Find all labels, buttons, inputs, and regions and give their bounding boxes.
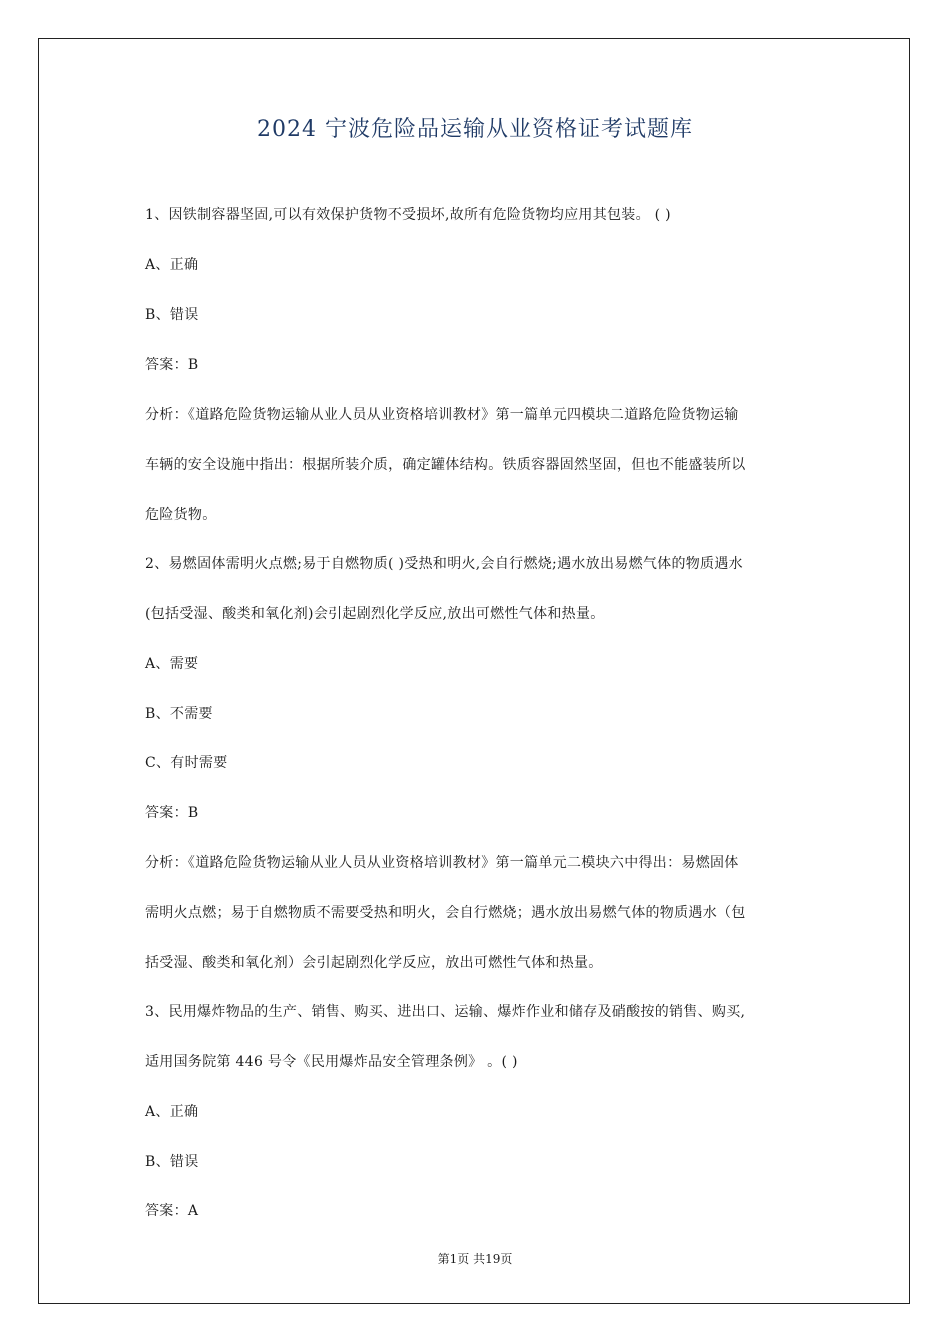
q1-analysis-line: 危险货物。 bbox=[145, 507, 217, 523]
q2-option-b: B、不需要 bbox=[145, 706, 213, 722]
question-2-text: 2、易燃固体需明火点燃;易于自燃物质( )受热和明火,会自行燃烧;遇水放出易燃气体的物质遇水 bbox=[145, 556, 743, 572]
q1-analysis-line: 分析：《道路危险货物运输从业人员从业资格培训教材》第一篇单元四模块二道路危险货物运输 bbox=[145, 407, 739, 423]
q3-answer: 答案：A bbox=[145, 1203, 199, 1219]
question-3-text: 适用国务院第 446 号令《民用爆炸品安全管理条例》 。( ) bbox=[145, 1054, 518, 1070]
q1-analysis-line: 车辆的安全设施中指出：根据所装介质，确定罐体结构。铁质容器固然坚固，但也不能盛装所以 bbox=[145, 457, 746, 473]
page-title: 2024 宁波危险品运输从业资格证考试题库 bbox=[257, 117, 693, 142]
question-2-text: (包括受湿、酸类和氧化剂)会引起剧烈化学反应,放出可燃性气体和热量。 bbox=[145, 606, 605, 622]
q2-answer: 答案：B bbox=[145, 805, 199, 821]
q2-analysis-line: 需明火点燃；易于自燃物质不需要受热和明火，会自行燃烧；遇水放出易燃气体的物质遇水（包 bbox=[145, 905, 746, 921]
q3-option-a: A、正确 bbox=[145, 1104, 199, 1120]
question-3-text: 3、民用爆炸物品的生产、销售、购买、进出口、运输、爆炸作业和储存及硝酸按的销售、购买, bbox=[145, 1004, 746, 1020]
q3-option-b: B、错误 bbox=[145, 1154, 199, 1170]
q2-analysis-line: 分析：《道路危险货物运输从业人员从业资格培训教材》第一篇单元二模块六中得出：易燃固体 bbox=[145, 855, 739, 871]
q1-option-b: B、错误 bbox=[145, 307, 199, 323]
q1-option-a: A、正确 bbox=[145, 257, 199, 273]
q2-option-c: C、有时需要 bbox=[145, 755, 228, 771]
q2-analysis-line: 括受湿、酸类和氧化剂）会引起剧烈化学反应，放出可燃性气体和热量。 bbox=[145, 955, 603, 971]
q2-option-a: A、需要 bbox=[145, 656, 199, 672]
question-1-text: 1、因铁制容器坚固,可以有效保护货物不受损坏,故所有危险货物均应用其包装。 ( ) bbox=[145, 207, 671, 223]
q1-answer: 答案：B bbox=[145, 357, 199, 373]
page-number-footer: 第1页 共19页 bbox=[437, 1252, 513, 1266]
